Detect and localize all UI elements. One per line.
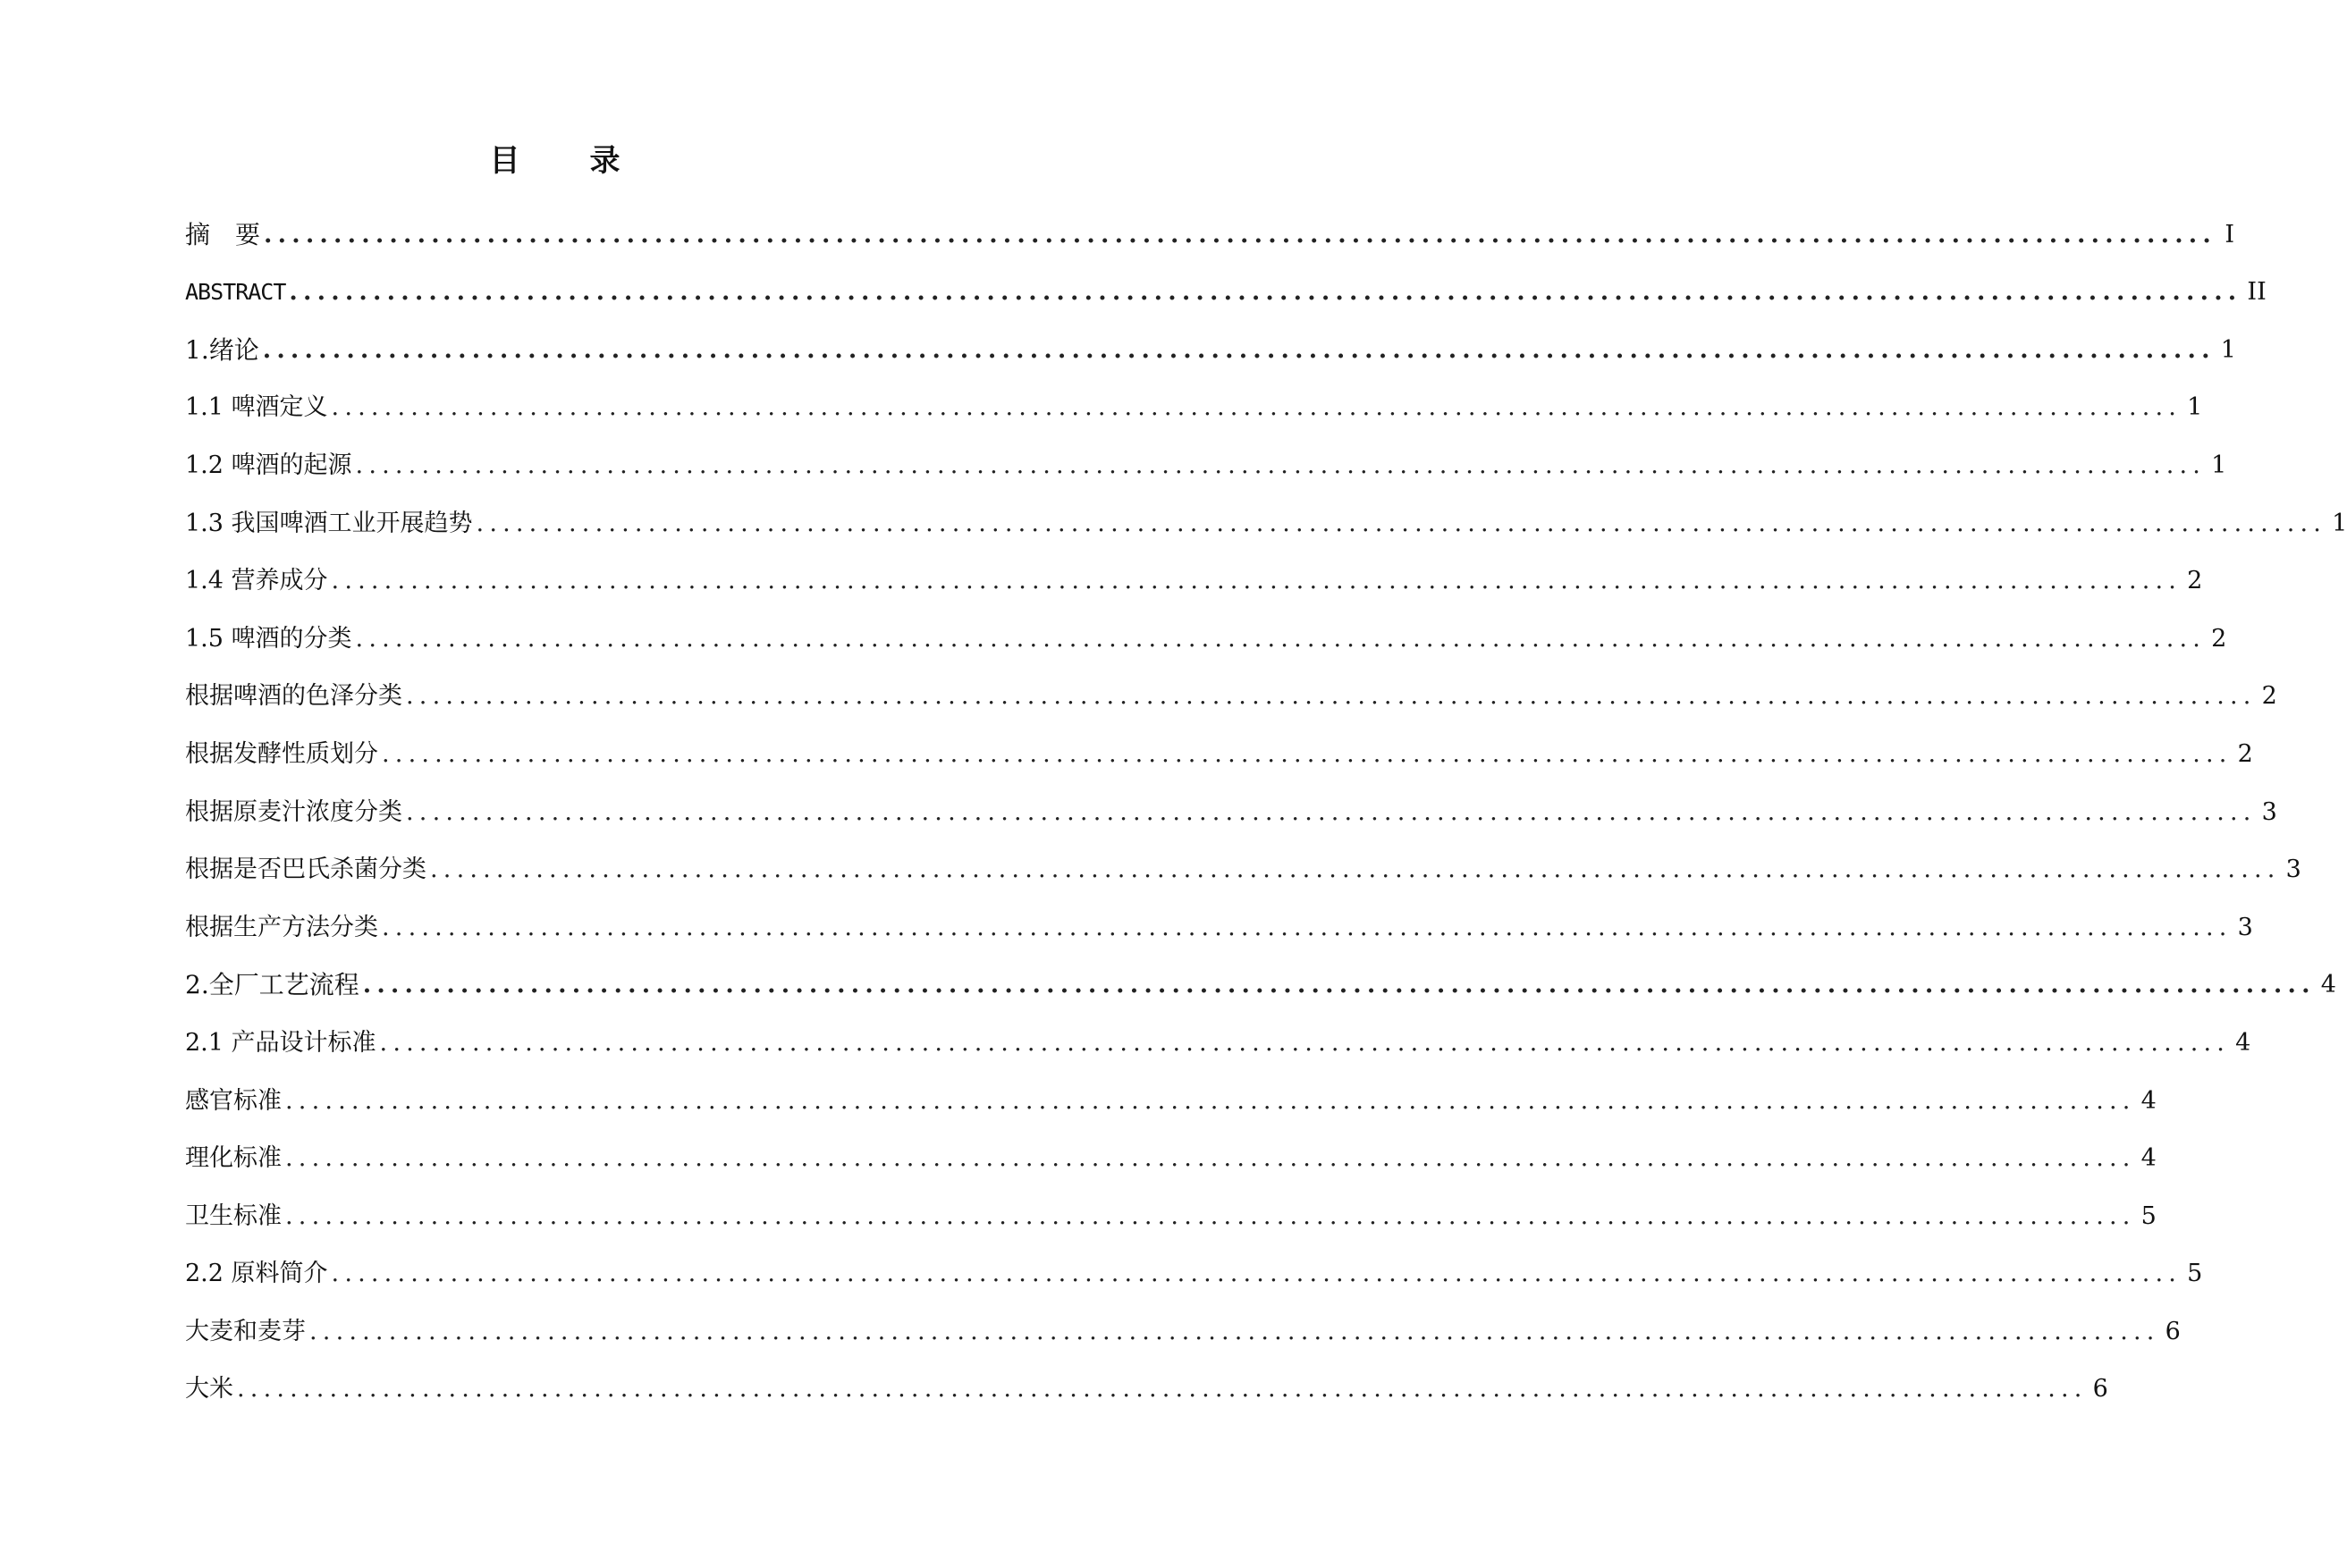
toc-entry[interactable]: [185, 599, 2227, 657]
toc-entry[interactable]: [185, 253, 2267, 311]
toc-dot-leader: ............................................................................................................................................: [355, 624, 2207, 653]
toc-dot-leader: ............................................................................................................................................: [406, 682, 2257, 711]
toc-entry[interactable]: [185, 1350, 2108, 1408]
toc-dot-leader: ............................................................................................................................................: [285, 1144, 2136, 1173]
toc-dot-leader: ............................................................................................................................................: [285, 1201, 2136, 1230]
toc-entry-label: 1.4 营养成分: [185, 567, 328, 595]
toc-entry-page-number: 4: [2140, 1144, 2157, 1173]
toc-entry-page-number: 3: [2237, 913, 2253, 941]
toc-dot-leader: ............................................................................................................................................: [382, 913, 2233, 941]
toc-entry-label: 根据生产方法分类: [185, 913, 378, 941]
toc-entry-page-number: 2: [2261, 682, 2277, 711]
toc-entry-label: 理化标准: [185, 1144, 282, 1173]
toc-entry-page-number: 1: [2332, 509, 2347, 537]
toc-entry[interactable]: [185, 1292, 2181, 1350]
toc-dot-leader: ............................................................................................................................................: [309, 1317, 2160, 1345]
toc-entry-page-number: 4: [2140, 1086, 2157, 1115]
toc-entry[interactable]: [185, 1119, 2157, 1177]
toc-entry-label: 1.2 啤酒的起源: [185, 451, 352, 479]
toc-entry-page-number: 1: [2220, 335, 2236, 364]
toc-entry-label: 根据原麦汁浓度分类: [185, 797, 402, 826]
toc-entry-page-number: 3: [2285, 856, 2301, 884]
toc-entry-label: 1.5 啤酒的分类: [185, 624, 352, 653]
toc-dot-leader: ............................................................................................................................................: [476, 509, 2327, 537]
toc-dot-leader: ............................................................................................................................................: [264, 220, 2217, 249]
toc-entry[interactable]: [185, 772, 2277, 830]
page-title: 目 录: [489, 143, 640, 179]
toc-entry-label: 摘 要: [185, 219, 261, 249]
toc-dot-leader: ............................................................................................................................................: [289, 278, 2242, 307]
toc-entry[interactable]: [185, 657, 2277, 715]
toc-entry-label: 根据啤酒的色泽分类: [185, 682, 402, 711]
toc-entry[interactable]: [185, 830, 2301, 889]
toc-entry-page-number: 4: [2320, 971, 2336, 999]
toc-dot-leader: ............................................................................................................................................: [406, 797, 2257, 826]
toc-dot-leader: ............................................................................................................................................: [362, 971, 2316, 999]
toc-entry-page-number: 4: [2235, 1028, 2251, 1057]
toc-dot-leader: ............................................................................................................................................: [430, 856, 2281, 884]
toc-dot-leader: ............................................................................................................................................: [237, 1375, 2088, 1404]
table-of-contents: [185, 195, 2347, 1407]
toc-entry-label: 1.1 啤酒定义: [185, 393, 328, 422]
toc-dot-leader: ............................................................................................................................................: [382, 739, 2233, 768]
toc-entry-label: ABSTRACT: [185, 279, 286, 306]
toc-entry[interactable]: [185, 310, 2236, 368]
toc-entry-label: 大米: [185, 1375, 233, 1404]
toc-entry[interactable]: [185, 946, 2336, 1004]
toc-entry[interactable]: [185, 426, 2227, 484]
toc-entry-page-number: 5: [2187, 1260, 2203, 1288]
toc-entry[interactable]: [185, 1061, 2157, 1119]
toc-entry-page-number: 2: [2187, 567, 2203, 595]
toc-dot-leader: ............................................................................................................................................: [331, 1260, 2182, 1288]
toc-dot-leader: ............................................................................................................................................: [331, 567, 2182, 595]
toc-entry-page-number: 2: [2237, 739, 2253, 768]
toc-entry[interactable]: [185, 1003, 2251, 1061]
toc-entry-page-number: 3: [2261, 797, 2277, 826]
toc-entry-label: 感官标准: [185, 1086, 282, 1115]
toc-entry[interactable]: [185, 368, 2203, 426]
toc-dot-leader: ............................................................................................................................................: [379, 1028, 2231, 1057]
toc-entry-label: 2.2 原料简介: [185, 1260, 328, 1288]
toc-entry-page-number: 5: [2140, 1201, 2157, 1230]
toc-dot-leader: ............................................................................................................................................: [285, 1086, 2136, 1115]
toc-entry-label: 根据发酵性质划分: [185, 739, 378, 768]
toc-entry-page-number: 6: [2165, 1317, 2181, 1345]
toc-entry[interactable]: [185, 1176, 2157, 1235]
toc-entry-page-number: 1: [2187, 393, 2203, 422]
toc-dot-leader: ............................................................................................................................................: [331, 393, 2182, 422]
toc-entry-page-number: 2: [2211, 624, 2227, 653]
toc-entry-page-number: I: [2225, 220, 2235, 249]
toc-entry[interactable]: [185, 1235, 2203, 1293]
toc-entry[interactable]: [185, 195, 2235, 253]
toc-entry[interactable]: [185, 484, 2347, 542]
toc-entry-page-number: 1: [2211, 451, 2227, 479]
toc-entry-label: 根据是否巴氏杀菌分类: [185, 856, 426, 884]
toc-entry[interactable]: [185, 888, 2253, 946]
toc-entry-label: 1.绪论: [185, 334, 259, 365]
toc-entry-label: 大麦和麦芽: [185, 1317, 306, 1345]
toc-entry-page-number: 6: [2092, 1375, 2108, 1404]
toc-entry[interactable]: [185, 542, 2203, 600]
toc-entry-page-number: II: [2247, 278, 2267, 307]
toc-dot-leader: ............................................................................................................................................: [355, 451, 2207, 479]
toc-dot-leader: ............................................................................................................................................: [262, 335, 2216, 364]
toc-entry-label: 1.3 我国啤酒工业开展趋势: [185, 509, 473, 537]
toc-entry-label: 2.全厂工艺流程: [185, 970, 359, 1000]
toc-entry-label: 卫生标准: [185, 1201, 282, 1230]
toc-entry[interactable]: [185, 714, 2253, 772]
toc-entry-label: 2.1 产品设计标准: [185, 1028, 376, 1057]
